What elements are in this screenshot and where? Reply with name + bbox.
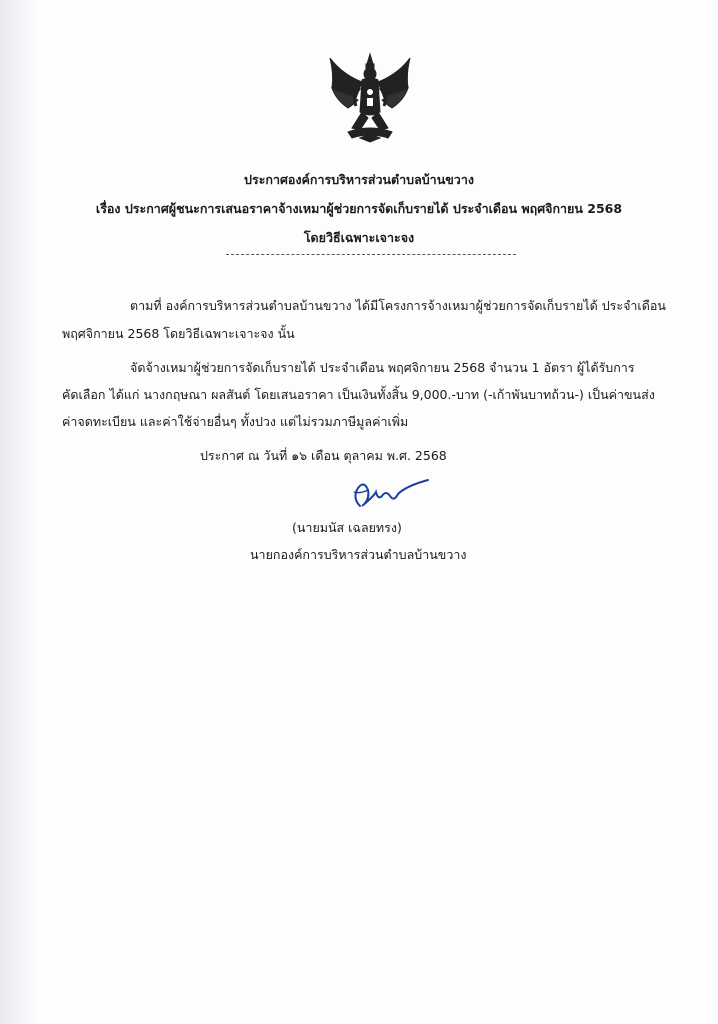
announcement-title: ประกาศองค์การบริหารส่วนตำบลบ้านขวาง [244,172,474,187]
garuda-emblem [326,52,414,144]
para2-line2: คัดเลือก ได้แก่ นางกฤษณา ผลสันต์ โดยเสนอราคา เป็นเงินทั้งสิ้น 9,000.-บาท (-เก้าพันบาทถ้วน-) เป็นค่าขนส่ง [62,387,655,402]
para1-line2: พฤศจิกายน 2568 โดยวิธีเฉพาะเจาะจง นั้น [62,326,295,341]
scan-shadow [0,0,40,1024]
title-divider [226,254,516,255]
para2-line3: ค่าจดทะเบียน และค่าใช้จ่ายอื่นๆ ทั้งปวง แต่ไม่รวมภาษีมูลค่าเพิ่ม [62,414,409,429]
signatory-position: นายกองค์การบริหารส่วนตำบลบ้านขวาง [250,547,467,562]
para1-line1: ตามที่ องค์การบริหารส่วนตำบลบ้านขวาง ได้มีโครงการจ้างเหมาผู้ช่วยการจัดเก็บรายได้ ประจำเดือน [130,298,666,313]
signatory-name: (นายมนัส เฉลยทรง) [292,520,402,535]
handwritten-signature [346,476,430,512]
para2-line1: จัดจ้างเหมาผู้ช่วยการจัดเก็บรายได้ ประจำเดือน พฤศจิกายน 2568 จำนวน 1 อัตรา ผู้ได้รับการ [130,360,635,375]
announcement-subject: เรื่อง ประกาศผู้ชนะการเสนอราคาจ้างเหมาผู้ช่วยการจัดเก็บรายได้ ประจำเดือน พฤศจิกายน 2568 [95,201,623,216]
announce-date: ประกาศ ณ วันที่ ๑๖ เดือน ตุลาคม พ.ศ. 2568 [200,448,447,463]
announcement-method: โดยวิธีเฉพาะเจาะจง [303,230,415,245]
